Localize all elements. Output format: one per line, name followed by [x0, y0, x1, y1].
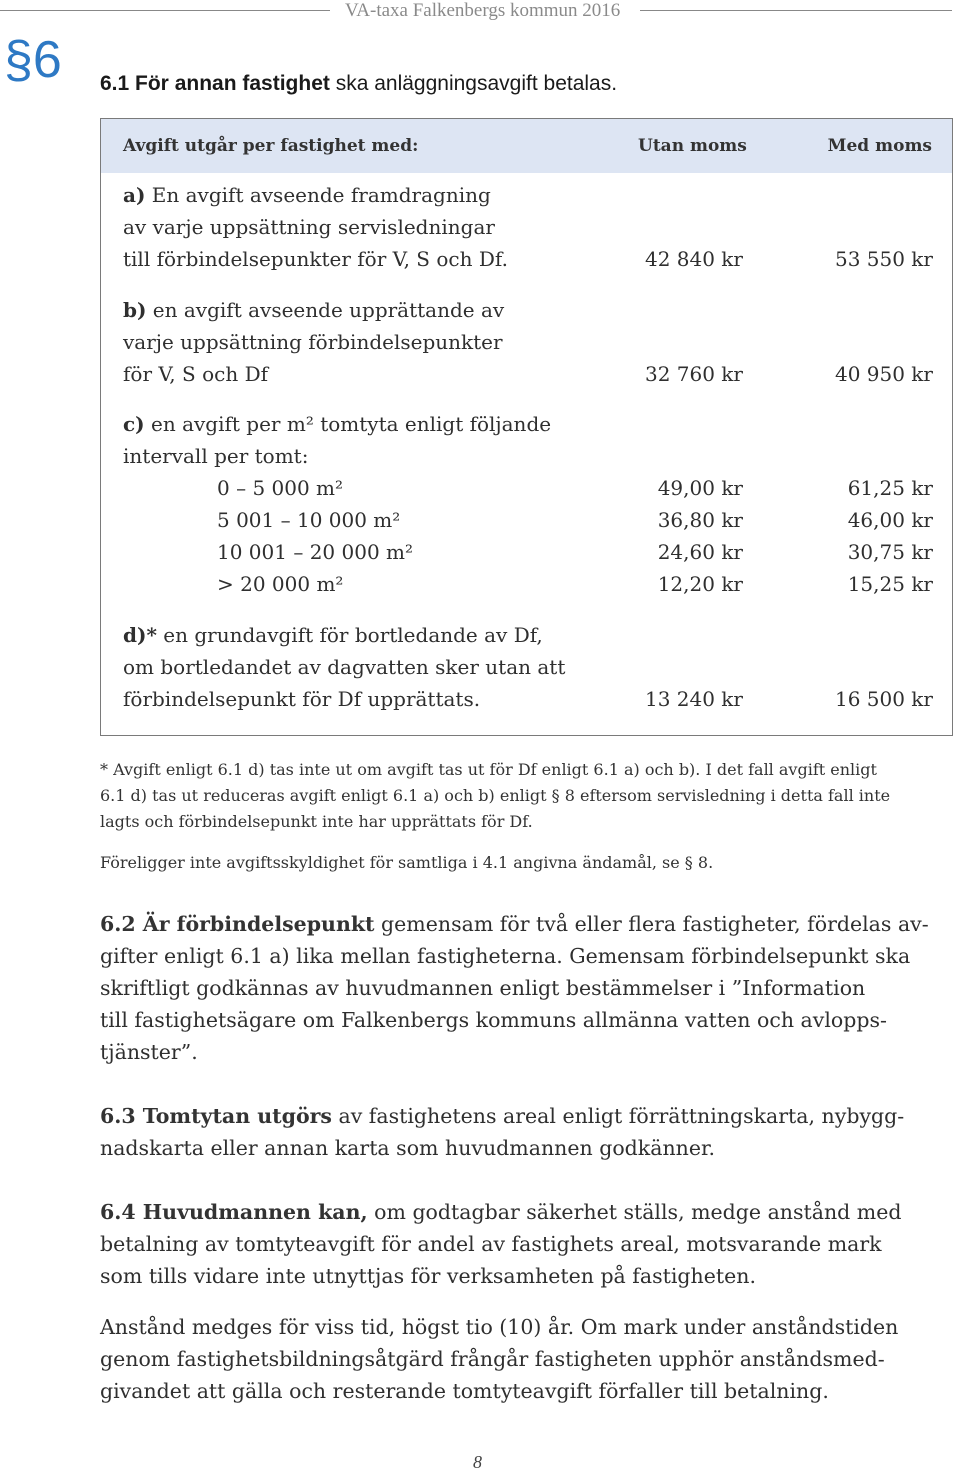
range-row-3-excl: 24,60 kr [657, 540, 743, 564]
s62-line-4: till fastighetsägare om Falkenbergs kommuns allmänna vatten och avlopps- [100, 1008, 887, 1032]
row-d-text: en grundavgift för bortledande av Df, [156, 623, 543, 647]
range-row-3-incl: 30,75 kr [847, 540, 933, 564]
s64-lead: 6.4 Huvudmannen kan, [100, 1200, 368, 1224]
row-b-line-2: varje uppsättning förbindelsepunkter [123, 330, 503, 354]
page-number: 8 [473, 1452, 482, 1472]
fee-table [100, 118, 953, 736]
column-header-excl-vat: Utan moms [638, 136, 747, 156]
s62-line-5: tjänster”. [100, 1040, 198, 1064]
range-row-4-label: > 20 000 m² [217, 572, 344, 596]
row-b-line-3: för V, S och Df [123, 362, 268, 386]
s62-lead: 6.2 Är förbindelsepunkt [100, 912, 375, 936]
s63-first: av fastighetens areal enligt förrättningskarta, nybygg- [331, 1104, 905, 1128]
row-b-line-1 [123, 298, 504, 322]
row-d-excl: 13 240 kr [644, 687, 743, 711]
row-b-excl: 32 760 kr [644, 362, 743, 386]
row-d-line-3: förbindelsepunkt för Df upprättats. [123, 687, 481, 711]
s63-line-2: nadskarta eller annan karta som huvudmannen godkänner. [100, 1136, 716, 1160]
section-heading-text: ska anläggningsavgift betalas. [329, 72, 618, 95]
footnote-line-3: lagts och förbindelsepunkt inte har upprättats för Df. [100, 812, 533, 831]
row-a-line-1 [123, 183, 491, 207]
s62-line-1 [100, 912, 929, 936]
s64-line-3: som tills vidare inte utnyttjas för verksamheten på fastigheten. [100, 1264, 756, 1288]
row-d-line-2: om bortledandet av dagvatten sker utan att [123, 655, 566, 679]
s64b-line-3: givandet att gälla och resterande tomtyteavgift förfaller till betalning. [100, 1379, 829, 1403]
table-header [101, 119, 952, 173]
s62-line-2: gifter enligt 6.1 a) lika mellan fastigheterna. Gemensam förbindelsepunkt ska [100, 944, 911, 968]
header-rule-right [640, 10, 952, 11]
section-mark: §6 [4, 31, 62, 89]
s64-line-2: betalning av tomtyteavgift för andel av fastighets areal, motsvarande mark [100, 1232, 882, 1256]
row-b-label: b) [123, 298, 147, 322]
range-row-2-excl: 36,80 kr [657, 508, 743, 532]
s64b-line-1: Anstånd medges för viss tid, högst tio (10) år. Om mark under anståndstiden [100, 1315, 899, 1339]
column-header-description: Avgift utgår per fastighet med: [123, 136, 419, 156]
section-heading-number: 6.1 För annan fastighet [100, 72, 330, 95]
s63-lead: 6.3 Tomtytan utgörs [100, 1104, 332, 1128]
row-c-label: c) [123, 412, 145, 436]
s62-line-3: skriftligt godkännas av huvudmannen enligt bestämmelser i ”Information [100, 976, 866, 1000]
row-a-line-3: till förbindelsepunkter för V, S och Df. [123, 247, 508, 271]
row-c-text: en avgift per m² tomtyta enligt följande [144, 412, 552, 436]
range-row-1-label: 0 – 5 000 m² [217, 476, 344, 500]
s64-line-1 [100, 1200, 902, 1224]
section-heading [100, 72, 617, 96]
row-d-label: d)* [123, 623, 157, 647]
row-b-text: en avgift avseende upprättande av [146, 298, 505, 322]
footnote-line-2: 6.1 d) tas ut reduceras avgift enligt 6.1 a) och b) enligt § 8 eftersom servisledning i detta fall inte [100, 786, 891, 805]
range-row-2-label: 5 001 – 10 000 m² [217, 508, 401, 532]
running-title: VA-taxa Falkenbergs kommun 2016 [345, 0, 621, 21]
row-c-line-1 [123, 412, 551, 436]
column-header-incl-vat: Med moms [827, 136, 932, 156]
row-b-incl: 40 950 kr [834, 362, 933, 386]
range-row-2-incl: 46,00 kr [847, 508, 933, 532]
row-a-incl: 53 550 kr [834, 247, 933, 271]
footnote-line-1: * Avgift enligt 6.1 d) tas inte ut om avgift tas ut för Df enligt 6.1 a) och b). I det fall avgift enligt [100, 760, 877, 779]
row-c-line-2: intervall per tomt: [123, 444, 309, 468]
s63-line-1 [100, 1104, 904, 1128]
s64b-line-2: genom fastighetsbildningsåtgärd frångår fastigheten upphör anståndsmed- [100, 1347, 885, 1371]
header-rule-left [0, 10, 330, 11]
row-d-line-1 [123, 623, 543, 647]
s62-first: gemensam för två eller flera fastigheter, fördelas av- [374, 912, 929, 936]
range-row-4-incl: 15,25 kr [847, 572, 933, 596]
range-row-3-label: 10 001 – 20 000 m² [217, 540, 414, 564]
range-row-4-excl: 12,20 kr [657, 572, 743, 596]
row-a-line-2: av varje uppsättning servisledningar [123, 215, 495, 239]
footnote-extra: Föreligger inte avgiftsskyldighet för samtliga i 4.1 angivna ändamål, se § 8. [100, 853, 714, 872]
row-d-incl: 16 500 kr [834, 687, 933, 711]
range-row-1-incl: 61,25 kr [847, 476, 933, 500]
row-a-label: a) [123, 183, 146, 207]
row-a-text: En avgift avseende framdragning [145, 183, 491, 207]
range-row-1-excl: 49,00 kr [657, 476, 743, 500]
s64-first: om godtagbar säkerhet ställs, medge anstånd med [367, 1200, 902, 1224]
row-a-excl: 42 840 kr [644, 247, 743, 271]
